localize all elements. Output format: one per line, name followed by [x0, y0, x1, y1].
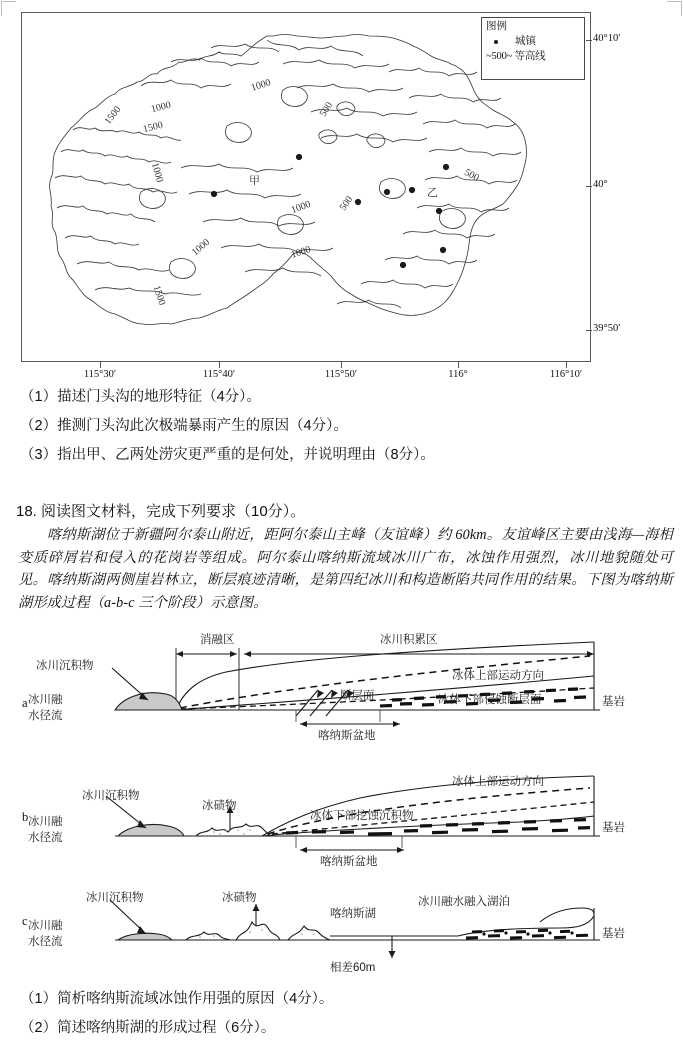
question-17-2: （2）推测门头沟此次极端暴雨产生的原因（4分）。 — [20, 418, 348, 434]
label-bedrock-b: 基岩 — [602, 822, 625, 834]
lat-label-40-10: 40°10′ — [593, 33, 621, 44]
contour-label-500-b: 500 — [337, 194, 356, 213]
label-meltwater-runoff-b-2: 水径流 — [28, 832, 63, 844]
legend-title: 图例 — [486, 20, 507, 32]
diagram-stage-c — [0, 882, 683, 986]
contour-label-1500-a: 1500 — [102, 104, 124, 127]
label-meltwater-runoff-a-1: 冰川融 — [28, 694, 63, 706]
stage-b-letter: b — [22, 810, 29, 824]
label-meltwater-runoff-a-2: 水径流 — [28, 710, 63, 722]
label-bedrock-a: 基岩 — [602, 696, 625, 708]
lon-label-115-30: 115°30′ — [83, 369, 117, 380]
lat-label-39-50: 39°50′ — [593, 323, 621, 334]
label-kanas-lake-c: 喀纳斯湖 — [330, 908, 376, 920]
lat-tick-3 — [586, 330, 592, 331]
question-17-1: （1）描述门头沟的地形特征（4分）。 — [20, 389, 261, 405]
site-marker-yi: 乙 — [427, 187, 438, 199]
label-bedrock-c: 基岩 — [602, 928, 625, 940]
lon-label-115-40: 115°40′ — [202, 369, 236, 380]
contour-label-1000-c: 1000 — [249, 77, 273, 94]
lon-tick-1 — [100, 362, 101, 368]
lat-tick-2 — [586, 186, 592, 187]
lat-tick-1 — [586, 40, 592, 41]
town-dots — [211, 154, 449, 268]
question-18-1: （1）简析喀纳斯流域冰蚀作用强的原因（4分）。 — [20, 991, 334, 1007]
legend-contour-label: ~500~ 等高线 — [486, 50, 546, 62]
lon-tick-3 — [341, 362, 342, 368]
lon-label-116: 116° — [448, 369, 468, 380]
label-glacial-deposit-b: 冰川沉积物 — [82, 790, 140, 802]
lon-label-115-50: 115°50′ — [324, 369, 358, 380]
label-kanas-basin-b: 喀纳斯盆地 — [320, 856, 378, 868]
crop-mark-top-left — [1, 1, 16, 16]
contour-label-1000-d: 1000 — [289, 198, 313, 217]
legend-row-contour — [486, 50, 580, 64]
question-17-3: （3）指出甲、乙两处涝灾更严重的是何处，并说明理由（8分）。 — [20, 447, 435, 463]
item-18-stem: 18. 阅读图文材料，完成下列要求（10分）。 — [16, 503, 306, 520]
label-meltwater-runoff-c-2: 水径流 — [28, 936, 63, 948]
item-18-passage: 喀纳斯湖位于新疆阿尔泰山附近，距阿尔泰山主峰（友谊峰）约 60km。友谊峰区主要由浅海—海相变质碎屑岩和侵入的花岗岩等组成。阿尔泰山喀纳斯流域冰川广布，冰蚀作用强烈，冰川地貌随处可见。喀纳斯湖两侧崖岩林立，断层痕迹清晰，是第四纪冰川和构造断陷共同作用的结果。下图为喀纳斯湖形成过程（a-b-c 三个阶段）示意图。 — [18, 527, 673, 611]
lon-label-116-10: 116°10′ — [549, 369, 583, 380]
lon-tick-5 — [566, 362, 567, 368]
lat-label-40: 40° — [593, 179, 608, 190]
question-18-2: （2）简述喀纳斯湖的形成过程（6分）。 — [20, 1020, 276, 1036]
label-lower-ice-excavation-b: 冰体下部挖蚀沉积物 — [310, 810, 414, 822]
label-kanas-basin-a: 喀纳斯盆地 — [318, 730, 376, 742]
label-glacial-deposit-c: 冰川沉积物 — [86, 892, 144, 904]
map-legend — [481, 17, 585, 80]
label-elevation-difference-c: 相差60m — [330, 962, 376, 974]
label-glacial-deposit-a: 冰川沉积物 — [36, 660, 94, 672]
label-upper-ice-motion-b: 冰体上部运动方向 — [452, 776, 544, 788]
lon-tick-2 — [219, 362, 220, 368]
label-accumulation-zone-a: 冰川积累区 — [380, 634, 438, 646]
label-meltwater-runoff-c-1: 冰川融 — [28, 920, 63, 932]
contour-label-1000-f: 1000 — [289, 244, 313, 261]
label-fault-plane-a: 断层面 — [340, 690, 375, 702]
contour-label-1000-b: 1000 — [148, 161, 166, 184]
label-upper-ice-motion-a: 冰体上部运动方向 — [452, 670, 544, 682]
contour-label-500-c: 500 — [462, 167, 481, 184]
label-lower-ice-erosion-a: 冰体下部侵蚀断层面 — [438, 694, 542, 706]
label-moraine-c: 冰碛物 — [222, 892, 257, 904]
label-ablation-zone-a: 消融区 — [200, 634, 235, 646]
diagram-stage-a — [0, 632, 683, 760]
contour-label-1000-e: 1000 — [189, 236, 213, 259]
lon-tick-4 — [458, 362, 459, 368]
diagram-stage-b — [0, 768, 683, 880]
label-moraine-b: 冰碛物 — [202, 800, 237, 812]
legend-town-label: 城镇 — [515, 34, 536, 47]
label-meltwater-runoff-b-1: 冰川融 — [28, 816, 63, 828]
stage-a-letter: a — [22, 696, 28, 710]
crop-mark-top-right — [667, 1, 682, 16]
town-dot-icon — [494, 40, 498, 44]
site-marker-jia: 甲 — [249, 175, 260, 187]
legend-row-town — [486, 35, 580, 49]
contour-label-1000-a: 1000 — [149, 99, 173, 116]
contour-label-1500-c: 1500 — [150, 284, 168, 307]
label-meltwater-into-lake-c: 冰川融水融入湖泊 — [418, 896, 510, 908]
mentougou-contour-map — [21, 12, 591, 362]
contour-label-500-a: 500 — [317, 100, 336, 119]
stage-c-letter: c — [22, 914, 28, 928]
contour-label-1500-b: 1500 — [141, 119, 165, 136]
